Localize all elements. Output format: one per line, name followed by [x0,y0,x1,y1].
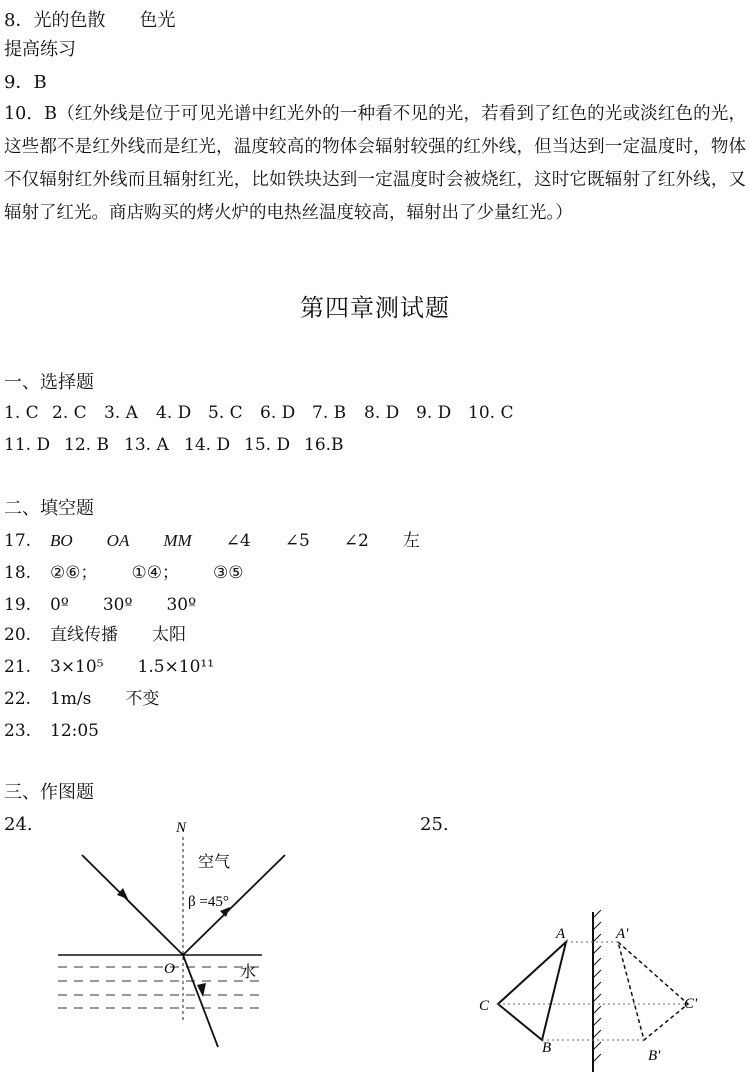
choice-answer-7: 8. D [364,403,400,423]
q24-number: 24. [4,814,33,835]
label-water: 水 [240,964,257,981]
fill-answer-row [4,624,220,646]
water-hatching [58,967,262,1008]
fill-answer-number: 17. [4,531,32,551]
fill-answer-value: 0º [50,595,69,615]
choice-answer-0: 11. D [4,435,51,455]
fill-answer-number: 20. [4,625,32,645]
figure-24-refraction-diagram [40,815,300,1055]
figure-25-mirror-diagram [470,900,740,1078]
q8-number: 8． [4,10,34,31]
triangle-image [618,942,688,1040]
q25-number: 25. [420,814,449,835]
fill-answer-value: 直线传播 [50,625,118,645]
fill-answer-value: ③⑤ [212,563,244,583]
label-N: N [176,820,187,836]
fill-answer-value: 3×10⁵ [50,657,104,677]
choice-answer-1: 2. C [52,403,87,423]
section-improve-heading: 提高练习 [4,39,76,60]
fill-answer-row [4,688,193,710]
choice-answer-3: 14. D [184,435,231,455]
fill-answer-number: 23. [4,721,32,741]
fill-answer-value: 不变 [125,689,160,709]
fill-answer-value: 1.5×10¹¹ [137,657,215,677]
fill-answer-value: ∠2 [343,531,369,551]
fill-answer-number: 22. [4,689,32,709]
label-O: O [164,961,175,977]
fill-answer-value: BO [50,531,73,550]
fill-answer-value: 30º [102,595,133,615]
refracted-ray [183,955,218,1047]
fill-answer-row [4,530,454,552]
incident-ray [82,855,183,955]
fill-answer-row [4,656,248,678]
answer-line-9: 9．B [4,72,47,93]
choice-answer-4: 5. C [208,403,243,423]
chapter-title: 第四章测试题 [300,294,450,322]
fill-answer-value: ∠5 [284,531,310,551]
label-C: C [479,998,490,1014]
label-air: 空气 [198,854,231,871]
label-C-prime: C' [684,996,698,1012]
choice-answer-1: 12. B [64,435,109,455]
choice-answer-2: 13. A [124,435,169,455]
fill-answer-value: OA [106,531,130,550]
fill-answer-value: 30º [166,595,197,615]
choice-answer-5: 6. D [260,403,296,423]
choice-answer-5: 16.B [304,435,344,455]
label-A-prime: A' [616,926,629,942]
fill-answer-row [4,562,277,584]
fill-answer-value: MM [163,531,192,550]
choice-answer-2: 3. A [104,403,138,423]
choice-answer-0: 1. C [4,403,39,423]
choice-answer-6: 7. B [312,403,347,423]
choice-answer-8: 9. D [416,403,452,423]
fill-answer-number: 18. [4,563,32,583]
label-A: A [556,926,566,942]
fill-answer-row [4,720,133,742]
fill-answer-value: 左 [402,531,420,551]
label-beta: β =45° [188,894,229,910]
section1-heading: 一、选择题 [4,372,94,393]
choice-answer-9: 10. C [468,403,514,423]
label-B: B [542,1040,552,1056]
fill-answer-row [4,594,230,616]
incident-arrow-icon [117,888,128,899]
mirror-hatching [593,910,601,1062]
fill-answer-value: ①④； [131,563,179,583]
choice-answer-3: 4. D [156,403,192,423]
fill-answer-value: ∠4 [225,531,251,551]
choice-answers-row2 [4,434,364,456]
fill-answer-number: 19. [4,595,32,615]
q8-answer-a: 光的色散 [33,10,106,31]
section2-heading: 二、填空题 [4,498,94,519]
q8-answer-b: 色光 [139,10,176,31]
fill-answer-value: 太阳 [152,625,186,645]
choice-answers-row1 [4,402,520,424]
section3-heading: 三、作图题 [4,782,94,803]
fill-answer-value: ②⑥； [50,563,98,583]
answer-line-8 [4,10,175,32]
answer-line-10: 10．B（红外线是位于可见光谱中红光外的一种看不见的光，若看到了红色的光或淡红色的光，这些都不是红外线而是红光，温度较高的物体会辐射较强的红外线，但当达到一定温度时，物体不仅辐射红外线而且辐射红光，比如铁块达到一定温度时会被烧红，这时它既辐射了红外线，又辐射了红光。商店购买的烤火炉的电热丝温度较高，辐射出了少量红光。） [4,104,746,223]
fill-answer-number: 21. [4,657,32,677]
fill-answer-value: 1m/s [50,689,92,709]
triangle-ABC [498,942,566,1040]
label-B-prime: B' [648,1048,661,1064]
fill-answer-value: 12:05 [50,721,99,741]
choice-answer-4: 15. D [244,435,291,455]
